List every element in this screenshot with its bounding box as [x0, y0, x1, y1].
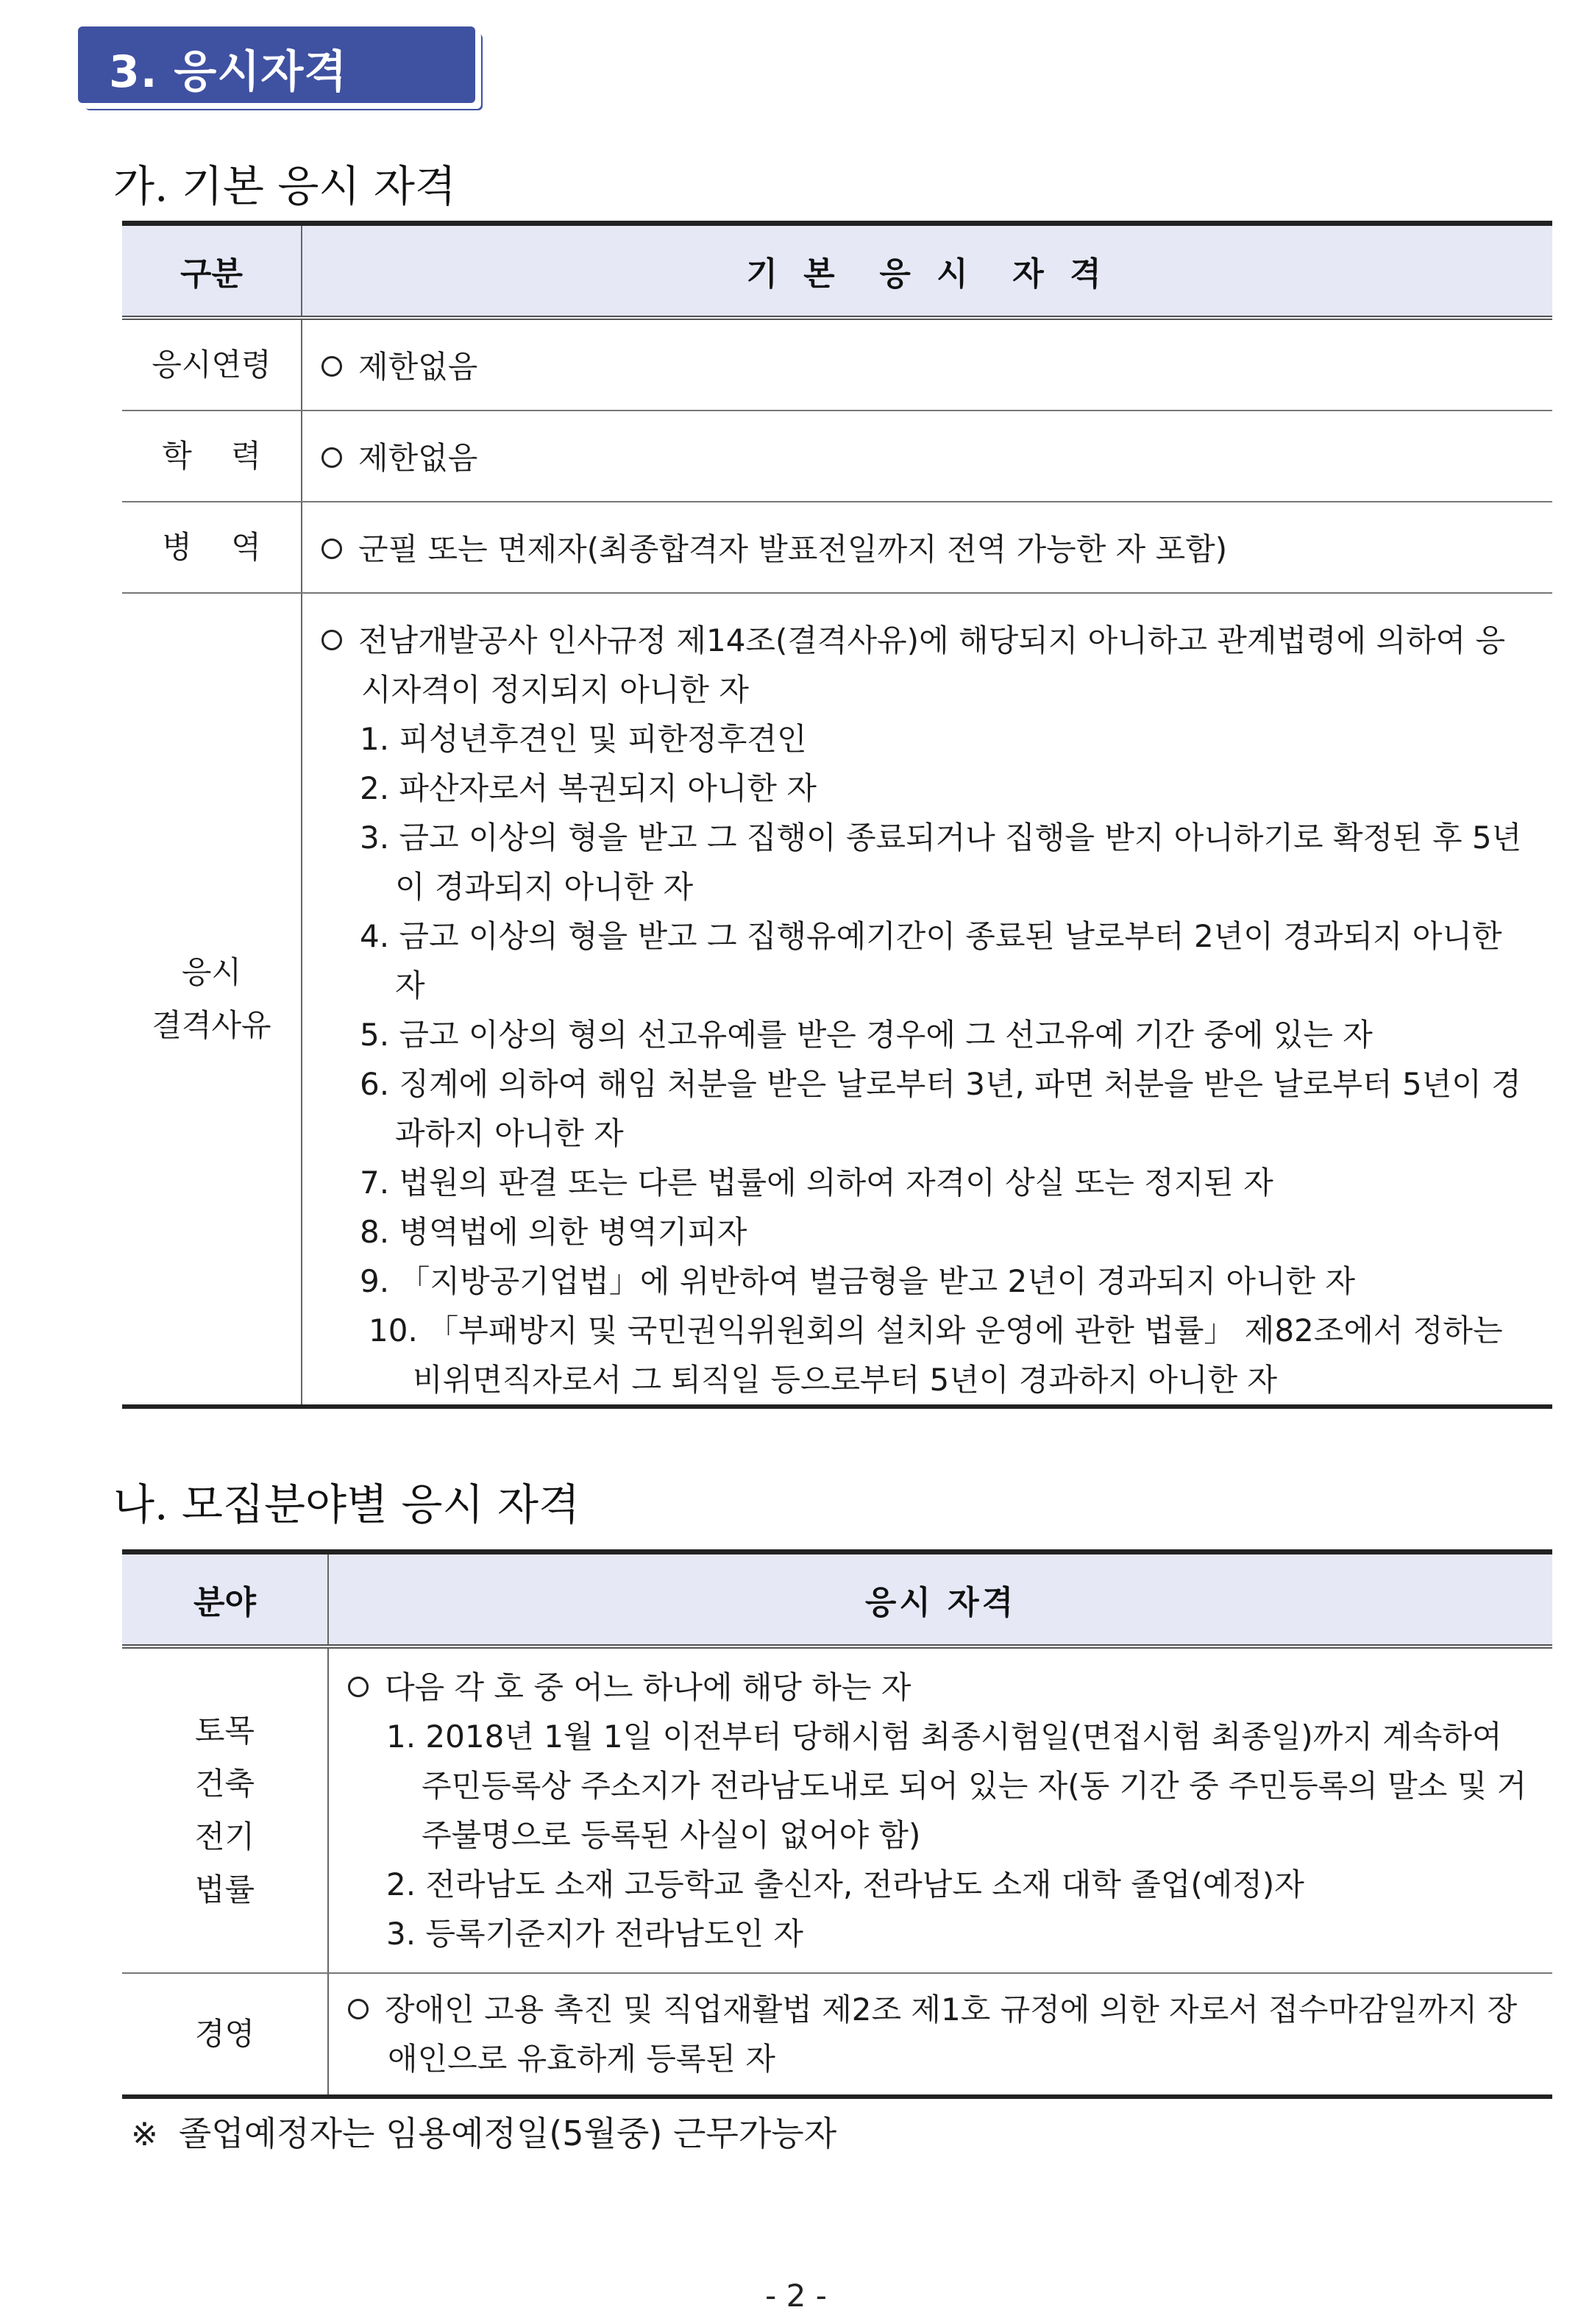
list-item: 8. 병역법에 의한 병역기피자: [360, 1214, 747, 1250]
list-item: 2. 파산자로서 복권되지 아니한 자: [360, 770, 817, 806]
management-text: 장애인 고용 촉진 및 직업재활법 제2조 제1호 규정에 의한 자로서 접수마감일까지 장애인으로 유효하게 등록된 자: [348, 1985, 1533, 2083]
circle-bullet-icon: [321, 539, 342, 559]
part-b-heading: 나. 모집분야별 응시 자격: [113, 1479, 580, 1529]
row-label-disqualification: 응시 결격사유: [122, 593, 302, 1407]
list-item: 5. 금고 이상의 형의 선고유예를 받은 경우에 그 선고유예 기간 중에 있는 자: [360, 1017, 1373, 1053]
list-item: 4. 금고 이상의 형을 받고 그 집행유예기간이 종료된 날로부터 2년이 경과되지 아니한 자: [360, 918, 1502, 1003]
circle-bullet-icon: [348, 1677, 369, 1697]
row-value-fields: [328, 1646, 1552, 1973]
table-row: [122, 593, 1552, 1407]
table-row: [122, 411, 1552, 502]
table-header-row: [122, 224, 1552, 319]
row-value-military: 군필 또는 면제자(최종합격자 발표전일까지 전역 가능한 자 포함): [302, 502, 1552, 593]
page-number: - 2 -: [765, 2278, 827, 2314]
fields-intro: 다음 각 호 중 어느 하나에 해당 하는 자: [348, 1663, 1533, 1712]
list-item: 7. 법원의 판결 또는 다른 법률에 의하여 자격이 상실 또는 정지된 자: [360, 1165, 1273, 1201]
list-item: 3. 금고 이상의 형을 받고 그 집행이 종료되거나 집행을 받지 아니하기로 확정된 후 5년이 경과되지 아니한 자: [360, 820, 1522, 905]
basic-qualification-table: [122, 221, 1552, 1409]
part-a-heading: 가. 기본 응시 자격: [113, 161, 456, 211]
list-item: 1. 피성년후견인 및 피한정후견인: [360, 721, 807, 757]
list-item: 1. 2018년 1월 1일 이전부터 당해시험 최종시험일(면접시험 최종일)까지 계속하여 주민등록상 주소지가 전라남도내로 되어 있는 자(동 기간 중 주민등록의 말소 및 거주불명으로 등록된 사실이 없어야 함): [386, 1719, 1527, 1853]
table-row: [122, 318, 1552, 411]
graduation-note: [131, 2107, 836, 2156]
row-value-disqualification: [302, 593, 1552, 1407]
circle-bullet-icon: [321, 630, 342, 650]
section-title-box: [78, 26, 475, 103]
header-field: 분야: [122, 1552, 328, 1647]
field-qualification-table: [122, 1549, 1552, 2099]
note-text: 졸업예정자는 임용예정일(5월중) 근무가능자: [178, 2114, 837, 2153]
list-item: 6. 징계에 의하여 해임 처분을 받은 날로부터 3년, 파면 처분을 받은 날로부터 5년이 경과하지 아니한 자: [360, 1066, 1521, 1151]
reference-mark: ※: [131, 2116, 158, 2153]
circle-bullet-icon: [321, 356, 342, 377]
header-category: 구분: [122, 224, 302, 319]
row-label-education: 학 력: [122, 411, 302, 502]
circle-bullet-icon: [348, 1999, 369, 2019]
section-title: 3. 응시자격: [109, 46, 348, 98]
disq-intro: 전남개발공사 인사규정 제14조(결격사유)에 해당되지 아니하고 관계법령에 의하여 응시자격이 정지되지 아니한 자: [321, 616, 1533, 714]
row-value-education: 제한없음: [302, 411, 1552, 502]
row-value-management: [328, 1973, 1552, 2097]
list-item: 10. 「부패방지 및 국민권익위원회의 설치와 운영에 관한 법률」 제82조에서 정하는 비위면직자로서 그 퇴직일 등으로부터 5년이 경과하지 아니한 자: [369, 1312, 1503, 1398]
list-item: 9. 「지방공기업법」에 위반하여 벌금형을 받고 2년이 경과되지 아니한 자: [360, 1263, 1356, 1299]
header-qualification: 기 본 응 시 자 격: [302, 224, 1552, 319]
header-qualification: 응시 자격: [328, 1552, 1552, 1647]
list-item: 3. 등록기준지가 전라남도인 자: [386, 1916, 803, 1952]
row-label-military: 병 역: [122, 502, 302, 593]
row-value-age: 제한없음: [302, 318, 1552, 411]
row-label-age: 응시연령: [122, 318, 302, 411]
table-row: [122, 1973, 1552, 2097]
table-header-row: [122, 1552, 1552, 1647]
circle-bullet-icon: [321, 447, 342, 468]
list-item: 2. 전라남도 소재 고등학교 출신자, 전라남도 소재 대학 졸업(예정)자: [386, 1866, 1304, 1902]
row-label-management: 경영: [122, 1973, 328, 2097]
row-label-fields: 토목 건축 전기 법률: [122, 1646, 328, 1973]
table-row: [122, 1646, 1552, 1973]
table-row: [122, 502, 1552, 593]
